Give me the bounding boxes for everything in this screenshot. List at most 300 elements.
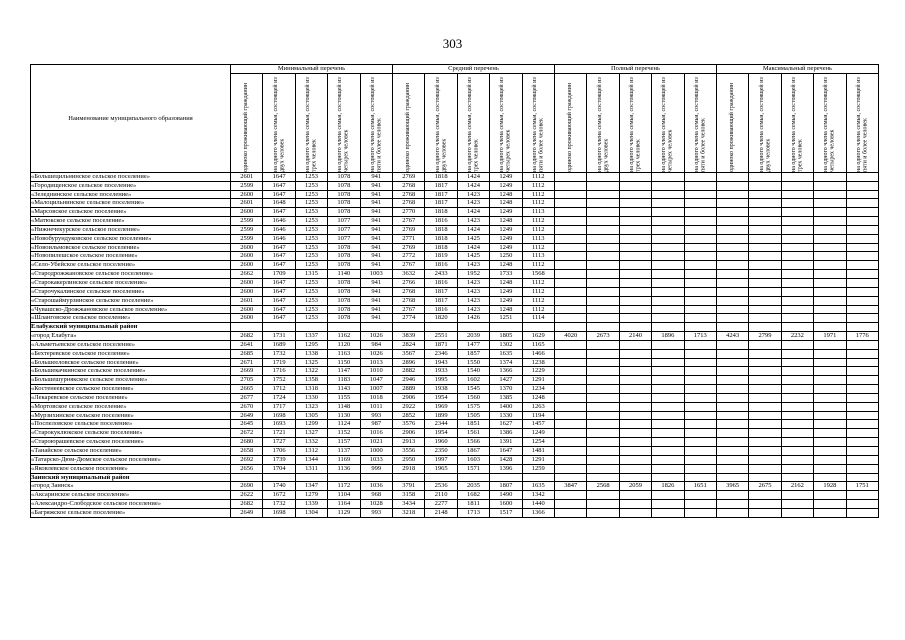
value-cell xyxy=(846,491,878,500)
value-cell: 1952 xyxy=(457,270,489,279)
table-row xyxy=(31,393,879,402)
value-cell xyxy=(749,385,781,394)
value-cell: 941 xyxy=(360,296,392,305)
settlement-name: «Стародрожжановское сельское поселение» xyxy=(31,270,231,279)
value-cell xyxy=(619,270,651,279)
value-cell: 1817 xyxy=(425,190,457,199)
value-cell xyxy=(652,314,684,323)
value-cell xyxy=(652,447,684,456)
value-cell xyxy=(587,455,619,464)
table-row xyxy=(31,278,879,287)
value-cell: 1818 xyxy=(425,243,457,252)
value-cell xyxy=(846,287,878,296)
value-cell: 2680 xyxy=(231,438,263,447)
value-cell xyxy=(393,473,425,482)
settlement-name: «Малоцильнинское сельское поселение» xyxy=(31,199,231,208)
value-cell xyxy=(522,473,554,482)
value-cell xyxy=(814,252,846,261)
value-cell: 941 xyxy=(360,217,392,226)
value-cell xyxy=(716,287,748,296)
value-cell xyxy=(814,199,846,208)
value-cell: 1807 xyxy=(490,482,522,491)
value-cell xyxy=(652,278,684,287)
table-row xyxy=(31,225,879,234)
value-cell: 2672 xyxy=(231,429,263,438)
value-cell: 1568 xyxy=(522,270,554,279)
settlement-name: «Большееловское сельское поселение» xyxy=(31,358,231,367)
value-cell xyxy=(619,234,651,243)
value-cell: 1248 xyxy=(522,393,554,402)
value-cell xyxy=(846,438,878,447)
value-cell: 2622 xyxy=(231,491,263,500)
value-cell: 1817 xyxy=(425,181,457,190)
value-cell xyxy=(716,217,748,226)
value-cell xyxy=(684,438,716,447)
value-cell xyxy=(781,190,813,199)
value-cell xyxy=(814,190,846,199)
value-cell: 941 xyxy=(360,314,392,323)
value-cell xyxy=(587,225,619,234)
value-cell: 1047 xyxy=(360,376,392,385)
value-cell: 1816 xyxy=(425,261,457,270)
value-cell: 1078 xyxy=(328,208,360,217)
value-cell: 1248 xyxy=(490,261,522,270)
value-cell: 1466 xyxy=(522,349,554,358)
value-cell: 1112 xyxy=(522,225,554,234)
value-cell xyxy=(587,261,619,270)
value-cell: 1391 xyxy=(490,438,522,447)
value-cell xyxy=(814,464,846,473)
table-row xyxy=(31,500,879,509)
value-cell xyxy=(814,508,846,517)
value-cell xyxy=(781,181,813,190)
value-cell xyxy=(587,367,619,376)
value-cell: 1229 xyxy=(522,367,554,376)
value-cell xyxy=(749,208,781,217)
value-cell: 1078 xyxy=(328,305,360,314)
value-cell: 2690 xyxy=(231,482,263,491)
value-cell xyxy=(846,420,878,429)
value-cell: 1249 xyxy=(490,225,522,234)
value-cell xyxy=(716,464,748,473)
value-cell: 1818 xyxy=(425,234,457,243)
value-cell: 3434 xyxy=(393,500,425,509)
value-cell xyxy=(652,376,684,385)
value-cell: 3791 xyxy=(393,482,425,491)
value-cell xyxy=(619,296,651,305)
value-cell: 999 xyxy=(360,464,392,473)
value-cell xyxy=(619,429,651,438)
column-subheader-label: одиноко проживающий гражданин xyxy=(729,82,736,172)
value-cell xyxy=(749,447,781,456)
value-cell xyxy=(749,508,781,517)
value-cell: 1250 xyxy=(490,252,522,261)
value-cell: 1629 xyxy=(522,332,554,341)
value-cell: 1816 xyxy=(425,278,457,287)
value-cell xyxy=(814,358,846,367)
value-cell: 1339 xyxy=(295,500,327,509)
value-cell: 1165 xyxy=(522,340,554,349)
value-cell: 2110 xyxy=(425,491,457,500)
value-cell: 1315 xyxy=(295,270,327,279)
value-cell xyxy=(814,491,846,500)
value-cell xyxy=(587,252,619,261)
value-cell: 1028 xyxy=(360,500,392,509)
value-cell xyxy=(652,508,684,517)
subsistence-table xyxy=(30,64,879,518)
value-cell xyxy=(619,500,651,509)
value-cell: 1426 xyxy=(457,314,489,323)
value-cell xyxy=(716,367,748,376)
value-cell: 1826 xyxy=(652,482,684,491)
value-cell: 1305 xyxy=(295,411,327,420)
value-cell xyxy=(587,491,619,500)
value-cell: 941 xyxy=(360,243,392,252)
value-cell: 2685 xyxy=(231,349,263,358)
value-cell: 1423 xyxy=(457,190,489,199)
value-cell xyxy=(716,429,748,438)
value-cell: 1647 xyxy=(263,243,295,252)
value-cell: 1143 xyxy=(328,385,360,394)
value-cell: 2599 xyxy=(231,234,263,243)
value-cell: 2767 xyxy=(393,217,425,226)
value-cell xyxy=(619,314,651,323)
column-subheader-label: одиноко проживающий гражданин xyxy=(405,82,412,172)
value-cell xyxy=(814,402,846,411)
value-cell: 1997 xyxy=(425,455,457,464)
value-cell: 1249 xyxy=(490,181,522,190)
value-cell: 2600 xyxy=(231,287,263,296)
value-cell: 1253 xyxy=(295,314,327,323)
value-cell: 941 xyxy=(360,225,392,234)
value-cell: 1818 xyxy=(425,208,457,217)
value-cell xyxy=(684,429,716,438)
value-cell: 1253 xyxy=(295,305,327,314)
value-cell: 1732 xyxy=(263,349,295,358)
value-cell xyxy=(684,447,716,456)
value-cell xyxy=(328,323,360,332)
value-cell xyxy=(457,473,489,482)
value-cell xyxy=(587,208,619,217)
value-cell: 1423 xyxy=(457,287,489,296)
value-cell: 1423 xyxy=(457,278,489,287)
value-cell: 1148 xyxy=(328,402,360,411)
value-cell xyxy=(749,225,781,234)
value-cell xyxy=(716,358,748,367)
value-cell: 1427 xyxy=(490,376,522,385)
value-cell: 1358 xyxy=(295,376,327,385)
value-cell: 2906 xyxy=(393,429,425,438)
value-cell xyxy=(555,261,587,270)
value-cell: 1724 xyxy=(263,393,295,402)
value-cell: 1120 xyxy=(328,340,360,349)
value-cell xyxy=(587,270,619,279)
value-cell: 941 xyxy=(360,208,392,217)
value-cell xyxy=(652,243,684,252)
value-cell: 2232 xyxy=(781,332,813,341)
value-cell: 1682 xyxy=(457,491,489,500)
value-cell: 1253 xyxy=(295,234,327,243)
value-cell xyxy=(684,199,716,208)
value-cell: 1425 xyxy=(457,252,489,261)
value-cell: 1820 xyxy=(425,314,457,323)
value-cell xyxy=(814,376,846,385)
value-cell: 2774 xyxy=(393,314,425,323)
value-cell xyxy=(749,500,781,509)
value-cell xyxy=(555,287,587,296)
table-row xyxy=(31,261,879,270)
value-cell: 1647 xyxy=(263,261,295,270)
value-cell: 2658 xyxy=(231,447,263,456)
value-cell: 1259 xyxy=(522,464,554,473)
table-row xyxy=(31,491,879,500)
value-cell: 1752 xyxy=(263,376,295,385)
value-cell: 3556 xyxy=(393,447,425,456)
value-cell: 1811 xyxy=(457,500,489,509)
value-cell: 1249 xyxy=(490,234,522,243)
value-cell xyxy=(814,367,846,376)
value-cell xyxy=(555,217,587,226)
value-cell: 1078 xyxy=(328,287,360,296)
value-cell xyxy=(587,234,619,243)
column-subheader-label: на одного члена семьи, состоящей из двух человек xyxy=(434,77,448,172)
value-cell: 1150 xyxy=(328,358,360,367)
column-subheader xyxy=(295,73,327,172)
value-cell xyxy=(716,323,748,332)
value-cell xyxy=(619,243,651,252)
value-cell xyxy=(684,508,716,517)
settlement-name: «Костенеевское сельское поселение» xyxy=(31,385,231,394)
value-cell: 1003 xyxy=(360,270,392,279)
value-cell: 1971 xyxy=(814,332,846,341)
value-cell xyxy=(619,420,651,429)
settlement-name: «Городищенское сельское поселение» xyxy=(31,181,231,190)
value-cell xyxy=(846,367,878,376)
value-cell: 1721 xyxy=(263,429,295,438)
value-cell xyxy=(749,455,781,464)
value-cell: 1311 xyxy=(295,464,327,473)
value-cell: 993 xyxy=(360,411,392,420)
value-cell: 2950 xyxy=(393,455,425,464)
value-cell: 2600 xyxy=(231,252,263,261)
column-subheader xyxy=(619,73,651,172)
value-cell: 1253 xyxy=(295,190,327,199)
value-cell: 1342 xyxy=(522,491,554,500)
value-cell: 1374 xyxy=(490,358,522,367)
settlement-name: «Староюрашевское сельское поселение» xyxy=(31,438,231,447)
value-cell: 1896 xyxy=(652,332,684,341)
value-cell xyxy=(652,323,684,332)
value-cell xyxy=(716,340,748,349)
value-cell: 2768 xyxy=(393,199,425,208)
value-cell xyxy=(619,385,651,394)
value-cell xyxy=(587,172,619,181)
value-cell xyxy=(619,438,651,447)
value-cell: 1248 xyxy=(490,217,522,226)
settlement-name: «Бехтеревское сельское поселение» xyxy=(31,349,231,358)
value-cell: 1172 xyxy=(328,482,360,491)
value-cell xyxy=(619,190,651,199)
column-subheader xyxy=(555,73,587,172)
value-cell xyxy=(587,243,619,252)
value-cell: 1112 xyxy=(522,243,554,252)
value-cell: 1698 xyxy=(263,411,295,420)
value-cell xyxy=(781,278,813,287)
value-cell: 1263 xyxy=(522,402,554,411)
column-subheader-label: на одного члена семьи, состоящей из трех человек xyxy=(628,77,642,172)
value-cell xyxy=(555,385,587,394)
value-cell xyxy=(652,287,684,296)
value-cell xyxy=(652,429,684,438)
value-cell: 2946 xyxy=(393,376,425,385)
value-cell: 1253 xyxy=(295,252,327,261)
value-cell: 1338 xyxy=(295,349,327,358)
value-cell: 1954 xyxy=(425,393,457,402)
value-cell xyxy=(684,234,716,243)
value-cell xyxy=(295,323,327,332)
value-cell: 1575 xyxy=(457,402,489,411)
table-row xyxy=(31,287,879,296)
value-cell: 1960 xyxy=(425,438,457,447)
section-row xyxy=(31,473,879,482)
table-row xyxy=(31,340,879,349)
value-cell: 2346 xyxy=(425,349,457,358)
value-cell: 1635 xyxy=(490,349,522,358)
value-cell xyxy=(781,340,813,349)
value-cell: 1672 xyxy=(263,491,295,500)
value-cell xyxy=(846,199,878,208)
value-cell xyxy=(522,323,554,332)
value-cell: 2433 xyxy=(425,270,457,279)
value-cell: 1647 xyxy=(263,208,295,217)
value-cell xyxy=(716,190,748,199)
value-cell: 1078 xyxy=(328,252,360,261)
value-cell: 1124 xyxy=(328,420,360,429)
column-subheader-label: на одного члена семьи, состоящей из четырех человек xyxy=(661,77,674,172)
value-cell: 1816 xyxy=(425,217,457,226)
value-cell: 2649 xyxy=(231,411,263,420)
value-cell xyxy=(619,305,651,314)
value-cell xyxy=(716,296,748,305)
table-row xyxy=(31,385,879,394)
value-cell: 1732 xyxy=(263,500,295,509)
value-cell: 1646 xyxy=(263,225,295,234)
value-cell xyxy=(846,340,878,349)
value-cell: 1248 xyxy=(490,278,522,287)
value-cell xyxy=(587,181,619,190)
value-cell: 2035 xyxy=(457,482,489,491)
value-cell: 1078 xyxy=(328,296,360,305)
value-cell: 2059 xyxy=(619,482,651,491)
settlement-name: «Чувашско-Дрожжановское сельское поселение» xyxy=(31,305,231,314)
value-cell xyxy=(846,314,878,323)
settlement-name: «Большекачкинское сельское поселение» xyxy=(31,367,231,376)
value-cell: 1114 xyxy=(522,314,554,323)
settlement-name: «Марсовское сельское поселение» xyxy=(31,208,231,217)
value-cell xyxy=(846,252,878,261)
value-cell: 2769 xyxy=(393,243,425,252)
value-cell: 3632 xyxy=(393,270,425,279)
value-cell xyxy=(652,190,684,199)
table-row xyxy=(31,234,879,243)
value-cell: 984 xyxy=(360,340,392,349)
value-cell: 1304 xyxy=(295,508,327,517)
value-cell: 1646 xyxy=(263,234,295,243)
value-cell xyxy=(716,225,748,234)
value-cell: 1424 xyxy=(457,172,489,181)
value-cell xyxy=(619,172,651,181)
settlement-name: «Матюкское сельское поселение» xyxy=(31,217,231,226)
value-cell xyxy=(749,287,781,296)
value-cell xyxy=(814,172,846,181)
value-cell: 1689 xyxy=(263,340,295,349)
settlement-name: «Нижнечекурское сельское поселение» xyxy=(31,225,231,234)
value-cell xyxy=(684,420,716,429)
value-cell xyxy=(587,402,619,411)
value-cell: 1249 xyxy=(490,287,522,296)
value-cell: 2896 xyxy=(393,358,425,367)
value-cell xyxy=(814,393,846,402)
value-cell xyxy=(781,243,813,252)
value-cell: 1183 xyxy=(328,376,360,385)
value-cell: 1078 xyxy=(328,261,360,270)
value-cell xyxy=(716,447,748,456)
value-cell xyxy=(619,455,651,464)
value-cell xyxy=(619,411,651,420)
district-name: Елабужский муниципальный район xyxy=(31,323,231,332)
value-cell: 1603 xyxy=(457,455,489,464)
value-cell: 1129 xyxy=(328,508,360,517)
settlement-name: «Большешурнякское сельское поселение» xyxy=(31,376,231,385)
value-cell: 2852 xyxy=(393,411,425,420)
value-cell: 1078 xyxy=(328,181,360,190)
value-cell: 2148 xyxy=(425,508,457,517)
value-cell: 2769 xyxy=(393,172,425,181)
value-cell: 1021 xyxy=(360,438,392,447)
value-cell xyxy=(652,500,684,509)
value-cell xyxy=(846,500,878,509)
value-cell xyxy=(652,252,684,261)
value-cell: 1818 xyxy=(425,225,457,234)
settlement-name: «Старокакерлинское сельское поселение» xyxy=(31,278,231,287)
settlement-name: «Новопилешское сельское поселение» xyxy=(31,252,231,261)
value-cell: 2770 xyxy=(393,208,425,217)
value-cell: 1719 xyxy=(263,358,295,367)
value-cell: 1302 xyxy=(490,340,522,349)
value-cell: 987 xyxy=(360,420,392,429)
table-row xyxy=(31,296,879,305)
value-cell: 1299 xyxy=(295,420,327,429)
value-cell: 1385 xyxy=(490,393,522,402)
value-cell: 1249 xyxy=(490,296,522,305)
value-cell xyxy=(716,473,748,482)
value-cell xyxy=(814,500,846,509)
value-cell: 1739 xyxy=(263,455,295,464)
table-row xyxy=(31,314,879,323)
value-cell: 1112 xyxy=(522,296,554,305)
value-cell: 1490 xyxy=(490,491,522,500)
value-cell xyxy=(846,217,878,226)
table-row xyxy=(31,376,879,385)
value-cell xyxy=(846,225,878,234)
value-cell: 1113 xyxy=(522,234,554,243)
value-cell: 1147 xyxy=(328,367,360,376)
value-cell: 2768 xyxy=(393,296,425,305)
value-cell: 1007 xyxy=(360,385,392,394)
value-cell xyxy=(814,438,846,447)
value-cell xyxy=(555,234,587,243)
value-cell xyxy=(781,491,813,500)
